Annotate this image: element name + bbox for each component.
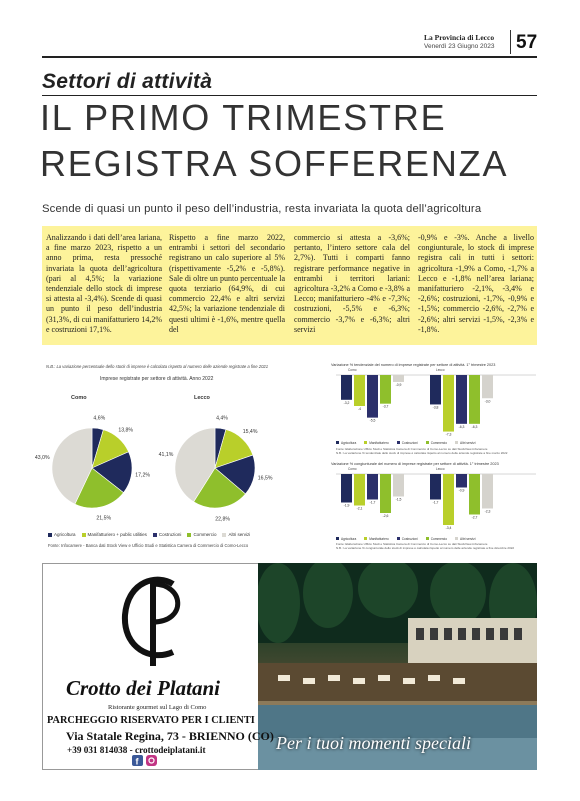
ad-restaurant-name: Crotto dei Platani (66, 676, 221, 700)
bar-panel-1-title: Variazione % tendenziale del numero di imprese registrate per settore di attività. 1° trimestre 2023 (331, 363, 496, 367)
bar-tendenziale-label: -6,3 (458, 424, 465, 429)
legend-label: Agricoltura (341, 537, 357, 541)
legend-label: Agricoltura (341, 441, 357, 445)
bar-legend-item (364, 537, 389, 541)
bar-congiunturale-label: -3,4 (445, 526, 452, 530)
bar-panel-2-note: N.B.: La variazione % congiunturale dello stock di imprese è calcolata rispetto al numero delle aziende registrate a fine dicembre 2022 (336, 546, 515, 550)
bar-congiunturale-lecco-0 (430, 474, 441, 500)
legend-label: Costruzioni (401, 537, 418, 541)
pie-como-label-3: 21,5% (96, 515, 112, 522)
svg-text:f: f (135, 756, 139, 767)
legend-label: Commercio (193, 532, 217, 537)
bar-legend-item (426, 441, 447, 445)
bar-legend-item (455, 537, 475, 541)
bar-congiunturale-lecco-3 (469, 474, 480, 515)
legend-swatch (455, 441, 458, 444)
bar-panel-2-legend (336, 537, 483, 541)
subtitle: Scende di quasi un punto il peso dell’industria, resta invariata la quota dell’agricoltura (42, 203, 482, 215)
bar-legend-item (397, 537, 418, 541)
pie-note: N.B.: La variazione percentuale dello stock di imprese è calcolata rispetto al numero delle aziende registrate a fine 2021 (46, 364, 269, 369)
legend-label: Altri servizi (460, 537, 476, 541)
bar-congiunturale-lecco-1 (443, 474, 454, 525)
bar-tendenziale-label: -4 (357, 407, 362, 411)
bar-2-como-label: Como (348, 467, 357, 471)
bar-tendenziale-label: -5,5 (369, 418, 376, 423)
pie-lecco-title: Lecco (194, 395, 210, 401)
legend-swatch (455, 537, 458, 540)
bar-tendenziale-label: -3,0 (484, 399, 491, 404)
bar-legend-item (336, 441, 356, 445)
legend-label: Altri servizi (460, 441, 476, 445)
bar-tendenziale-como-4 (393, 375, 404, 382)
crotto-logo-icon (113, 570, 193, 670)
bar-congiunturale-como-2 (367, 474, 378, 500)
bar-congiunturale-como-3 (380, 474, 391, 513)
legend-label: Manifatturiero (369, 441, 389, 445)
pie-lecco-label-1: 15,4% (242, 428, 258, 435)
bar-congiunturale-como-0 (341, 474, 352, 503)
bar-legend-item (426, 537, 447, 541)
bar-tendenziale-como-3 (380, 375, 391, 404)
bar-congiunturale-label: -1,9 (343, 503, 350, 508)
bar-tendenziale-label: -6,3 (471, 424, 478, 429)
bar-legend-item (397, 441, 418, 445)
article-column-4: -0,9% e -3%. Anche a livello congiunturale, lo stock di imprese registra cali in tutti i settori: agricoltura -1,9% a Como, -1,7% a Lecco e -1,8% nell’area lariana; manifatturiero -2,1%, -3,4% e -2,6%; costruzioni, -1,7%, -0,9% e -1,5%; commercio -2,6%, -2,7% e -2,6%; altri servizi -1,5%, -2,3% e -1,8%. (418, 233, 534, 334)
page-number: 57 (516, 32, 538, 53)
legend-label: Commercio (430, 537, 447, 541)
bar-congiunturale-label: -2,6 (382, 514, 389, 518)
headline-line-2: REGISTRA SOFFERENZA (40, 143, 509, 184)
bar-tendenziale-lecco-2 (456, 375, 467, 424)
legend-swatch (397, 441, 400, 444)
bar-congiunturale-label: -2,1 (356, 506, 363, 511)
legend-swatch (364, 537, 367, 540)
bar-legend-item (336, 537, 356, 541)
bar-congiunturale-label: -1,5 (395, 497, 402, 502)
issue-date: Venerdì 23 Giugno 2023 (424, 43, 495, 50)
bar-tendenziale-como-2 (367, 375, 378, 418)
bar-tendenziale-lecco-3 (469, 375, 480, 424)
pie-lecco-label-0: 4,4% (216, 415, 228, 422)
bar-tendenziale-lecco-1 (443, 375, 454, 432)
pie-como-label-1: 13,8% (118, 427, 134, 434)
newspaper-name: La Provincia di Lecco (424, 33, 495, 42)
ad-parking: PARCHEGGIO RISERVATO PER I CLIENTI (47, 715, 255, 726)
bar-tendenziale-label: -3,8 (432, 405, 439, 410)
bar-congiunturale-como-4 (393, 474, 404, 497)
article-column-1: Analizzando i dati dell’area lariana, a fine marzo 2023, rispetto a un anno prima, resta pressoché invariata la quota dell’agricoltura (pari al 4,5%; la variazione tendenziale dello stock di imprese si attesta al -3,4%). Scende di quasi un punto il peso dell’industria (31,3%, di cui manifatturiero 14,2% e costruzioni 17,1%. (46, 233, 162, 334)
pie-lecco-label-3: 22,8% (215, 516, 231, 523)
legend-swatch (397, 537, 400, 540)
section-title: Settori di attività (42, 70, 213, 93)
bar-panel-1-source: Fonte: Elaborazione Ufficio Studi e Statistica Camera di Commercio di Como-Lecco su dati StockView-Infocamere (336, 447, 488, 451)
bar-panel-2-source: Fonte: Elaborazione Ufficio Studi e Statistica Camera di Commercio di Como-Lecco su dati StockView-Infocamere (336, 542, 488, 546)
bar-panel-1-legend (336, 441, 483, 445)
bar-legend-item (364, 441, 389, 445)
pie-lecco-label-4: 41,1% (158, 451, 174, 458)
pie-como-title: Como (71, 395, 87, 401)
headline-line-1: IL PRIMO TRIMESTRE (40, 97, 447, 138)
legend-swatch (426, 537, 429, 540)
pie-como-label-4: 43,0% (34, 454, 50, 461)
bar-tendenziale-label: -7,3 (445, 432, 452, 437)
bar-congiunturale-label: -1,7 (432, 500, 439, 505)
bar-congiunturale-label: -2,3 (484, 509, 491, 514)
legend-label: Costruzioni (158, 532, 182, 537)
bar-congiunturale-lecco-2 (456, 474, 467, 488)
ad-slogan: Per i tuoi momenti speciali (276, 733, 471, 753)
legend-label: Agricoltura (54, 532, 76, 537)
bar-congiunturale-label: -2,7 (471, 515, 478, 520)
pie-como-label-0: 4,6% (93, 415, 106, 422)
legend-label: Altri servizi (228, 532, 251, 537)
pie-source: Fonte: Infocamere - Banca dati Stock View e Ufficio Studi e Statistica Camera di Commercio di Como-Lecco (48, 543, 249, 548)
pie-como-label-2: 17,2% (135, 472, 150, 479)
bar-1-lecco-label: Lecco (436, 368, 445, 372)
bar-congiunturale-label: -1,7 (369, 500, 376, 505)
legend-swatch (336, 441, 339, 444)
legend-label: Manifatturiero + public utilities (87, 532, 147, 537)
bar-congiunturale-label: -0,9 (458, 488, 465, 493)
bar-tendenziale-como-0 (341, 375, 352, 400)
ad-tagline: Ristorante gourmet sul Lago di Como (108, 704, 207, 711)
bar-tendenziale-lecco-0 (430, 375, 441, 404)
legend-swatch (364, 441, 367, 444)
bar-panel-2-title: Variazione % congiunturale del numero di imprese registrate per settore di attività. 1° trimestre 2023 (331, 462, 499, 466)
bar-congiunturale-como-1 (354, 474, 365, 506)
bar-tendenziale-como-1 (354, 375, 365, 406)
bar-tendenziale-label: -3,2 (343, 400, 350, 405)
bar-2-lecco-label: Lecco (436, 467, 445, 471)
ad-social-icons (132, 755, 158, 767)
article-column-2: Rispetto a fine marzo 2022, entrambi i settori del secondario registrano un calo superiore al 5% (rispettivamente -5,2% e -5,8%). Sale di oltre un punto percentuale la quota terziario (64,9%, di cui commercio 22,4% e altri servizi 42,5%; la variazione tendenziale di questi ultimi è -1,6%, mentre quella del (169, 233, 285, 334)
bar-legend-item (455, 441, 475, 445)
instagram-icon[interactable] (146, 755, 157, 766)
bar-1-como-label: Como (348, 368, 357, 372)
bar-tendenziale-label: -3,7 (382, 404, 389, 409)
bar-congiunturale-lecco-4 (482, 474, 493, 509)
legend-swatch (336, 537, 339, 540)
legend-label: Manifatturiero (369, 537, 389, 541)
bar-panel-1-note: N.B.: La variazione % tendenziale dello stock di imprese è calcolata rispetto al numero delle aziende registrate a fine marzo 2022 (336, 451, 508, 455)
pie-title: Imprese registrate per settore di attività. Anno 2022 (100, 376, 214, 382)
article-column-3: commercio si attesta a -3,6%; pertanto, l’intero settore cala del 2,7%). Tutti i comparti fanno registrare performance negative in entrambi i territori lariani: agricoltura -3,2% a Como e -3,8% a Lecco; manifatturiero -4% e -7,3%; costruzioni, -5,5% e -6,3%; commercio -3,7% e -6,3%; altri servizi (294, 233, 410, 334)
legend-label: Costruzioni (401, 441, 418, 445)
pie-lecco-label-2: 16,5% (257, 475, 273, 482)
bar-tendenziale-lecco-4 (482, 375, 493, 398)
ad-contact[interactable]: +39 031 814038 - crottodeiplatani.it (67, 745, 206, 755)
legend-swatch (426, 441, 429, 444)
bar-tendenziale-label: -0,9 (395, 382, 402, 387)
ad-address: Via Statale Regina, 73 - BRIENNO (CO) (66, 729, 274, 743)
legend-label: Commercio (430, 441, 447, 445)
